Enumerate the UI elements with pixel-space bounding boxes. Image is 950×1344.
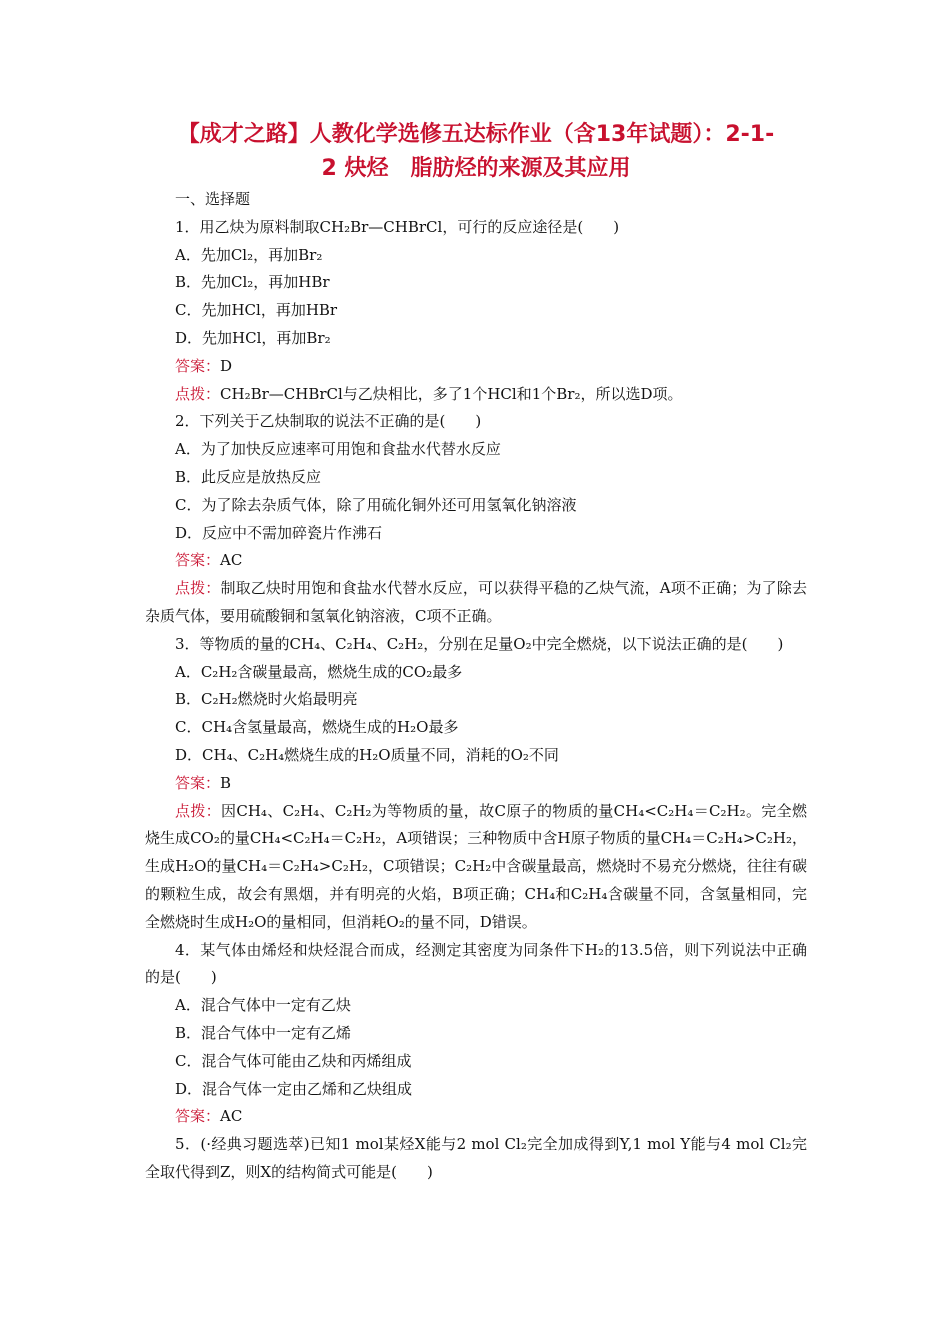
question-3-stem: 3．等物质的量的CH₄、C₂H₄、C₂H₂，分别在足量O₂中完全燃烧，以下说法正确的是( ) xyxy=(175,634,784,653)
answer-value: B xyxy=(220,773,232,792)
question-3-option-b: B．C₂H₂燃烧时火焰最明亮 xyxy=(175,690,358,709)
question-5-stem: 5．(·经典习题选萃)已知1 mol某烃X能与2 mol Cl₂完全加成得到Y,1 mol Y能与4 mol Cl₂完全取代得到Z，则X的结构简式可能是( ) xyxy=(145,1135,807,1181)
question-2-stem: 2．下列关于乙炔制取的说法不正确的是( ) xyxy=(175,412,482,431)
answer-label: 答案： xyxy=(175,551,221,570)
document-title-line-2: 2 炔烃 脂肪烃的来源及其应用 xyxy=(321,156,631,181)
hint-text: 制取乙炔时用饱和食盐水代替水反应，可以获得平稳的乙炔气流，A项不正确；为了除去杂质气体，要用硫酸铜和氢氧化钠溶液，C项不正确。 xyxy=(145,579,807,625)
question-2-option-c: C．为了除去杂质气体，除了用硫化铜外还可用氢氧化钠溶液 xyxy=(175,495,577,514)
hint-label: 点拨： xyxy=(175,801,222,820)
question-1-stem: 1．用乙炔为原料制取CH₂Br—CHBrCl，可行的反应途径是( ) xyxy=(175,217,620,236)
answer-label: 答案： xyxy=(175,356,221,375)
question-4-answer xyxy=(145,1103,807,1131)
question-1-option-a: A．先加Cl₂，再加Br₂ xyxy=(175,245,323,264)
hint-label: 点拨： xyxy=(175,384,221,403)
hint-text: CH₂Br—CHBrCl与乙炔相比，多了1个HCl和1个Br₂，所以选D项。 xyxy=(220,384,683,403)
question-3-hint xyxy=(145,798,807,937)
question-2-option-b: B．此反应是放热反应 xyxy=(175,467,322,486)
answer-label: 答案： xyxy=(175,1107,221,1126)
answer-value: AC xyxy=(220,551,243,570)
question-3-option-a: A．C₂H₂含碳量最高，燃烧生成的CO₂最多 xyxy=(175,662,463,681)
question-4-option-c: C．混合气体可能由乙炔和丙烯组成 xyxy=(175,1051,412,1070)
hint-text: 因CH₄、C₂H₄、C₂H₂为等物质的量，故C原子的物质的量CH₄<C₂H₄＝C₂H₂。完全燃烧生成CO₂的量CH₄<C₂H₄＝C₂H₂，A项错误；三种物质中含H原子物质的量CH₄＝C₂H₄>C₂H₂，生成H₂O的量CH₄＝C₂H₄>C₂H₂，C项错误；C₂H₂中含碳量最高，燃烧时不易充分燃烧，往往有碳的颗粒生成，故会有黑烟，并有明亮的火焰，B项正确；CH₄和C₂H₄含碳量不同，含氢量相同，完全燃烧时生成H₂O的量相同，但消耗O₂的量不同，D错误。 xyxy=(145,801,807,931)
question-1-option-d: D．先加HCl，再加Br₂ xyxy=(175,328,331,347)
document-page xyxy=(145,118,807,1187)
question-4-option-d: D．混合气体一定由乙烯和乙炔组成 xyxy=(175,1079,413,1098)
question-1-answer xyxy=(145,353,807,381)
question-1-hint xyxy=(145,381,807,409)
section-heading: 一、选择题 xyxy=(175,190,251,208)
answer-value: AC xyxy=(220,1107,243,1126)
question-4-stem: 4．某气体由烯烃和炔烃混合而成，经测定其密度为同条件下H₂的13.5倍，则下列说法中正确的是( ) xyxy=(145,940,807,987)
hint-label: 点拨： xyxy=(175,579,221,598)
question-2-hint xyxy=(145,575,807,631)
question-1-option-c: C．先加HCl，再加HBr xyxy=(175,301,338,320)
question-4-option-b: B．混合气体中一定有乙烯 xyxy=(175,1023,352,1042)
answer-label: 答案： xyxy=(175,773,221,792)
question-3-answer xyxy=(145,770,807,798)
question-2-option-a: A．为了加快反应速率可用饱和食盐水代替水反应 xyxy=(175,440,501,459)
document-title-line-1: 【成才之路】人教化学选修五达标作业（含13年试题）：2-1- xyxy=(177,122,775,147)
answer-value: D xyxy=(220,356,233,375)
question-3-option-c: C．CH₄含氢量最高，燃烧生成的H₂O最多 xyxy=(175,718,459,737)
question-1-option-b: B．先加Cl₂，再加HBr xyxy=(175,273,330,292)
question-3-option-d: D．CH₄、C₂H₄燃烧生成的H₂O质量不同，消耗的O₂不同 xyxy=(175,745,559,764)
question-2-option-d: D．反应中不需加碎瓷片作沸石 xyxy=(175,523,383,542)
question-4-option-a: A．混合气体中一定有乙炔 xyxy=(175,996,351,1015)
question-2-answer xyxy=(145,547,807,575)
